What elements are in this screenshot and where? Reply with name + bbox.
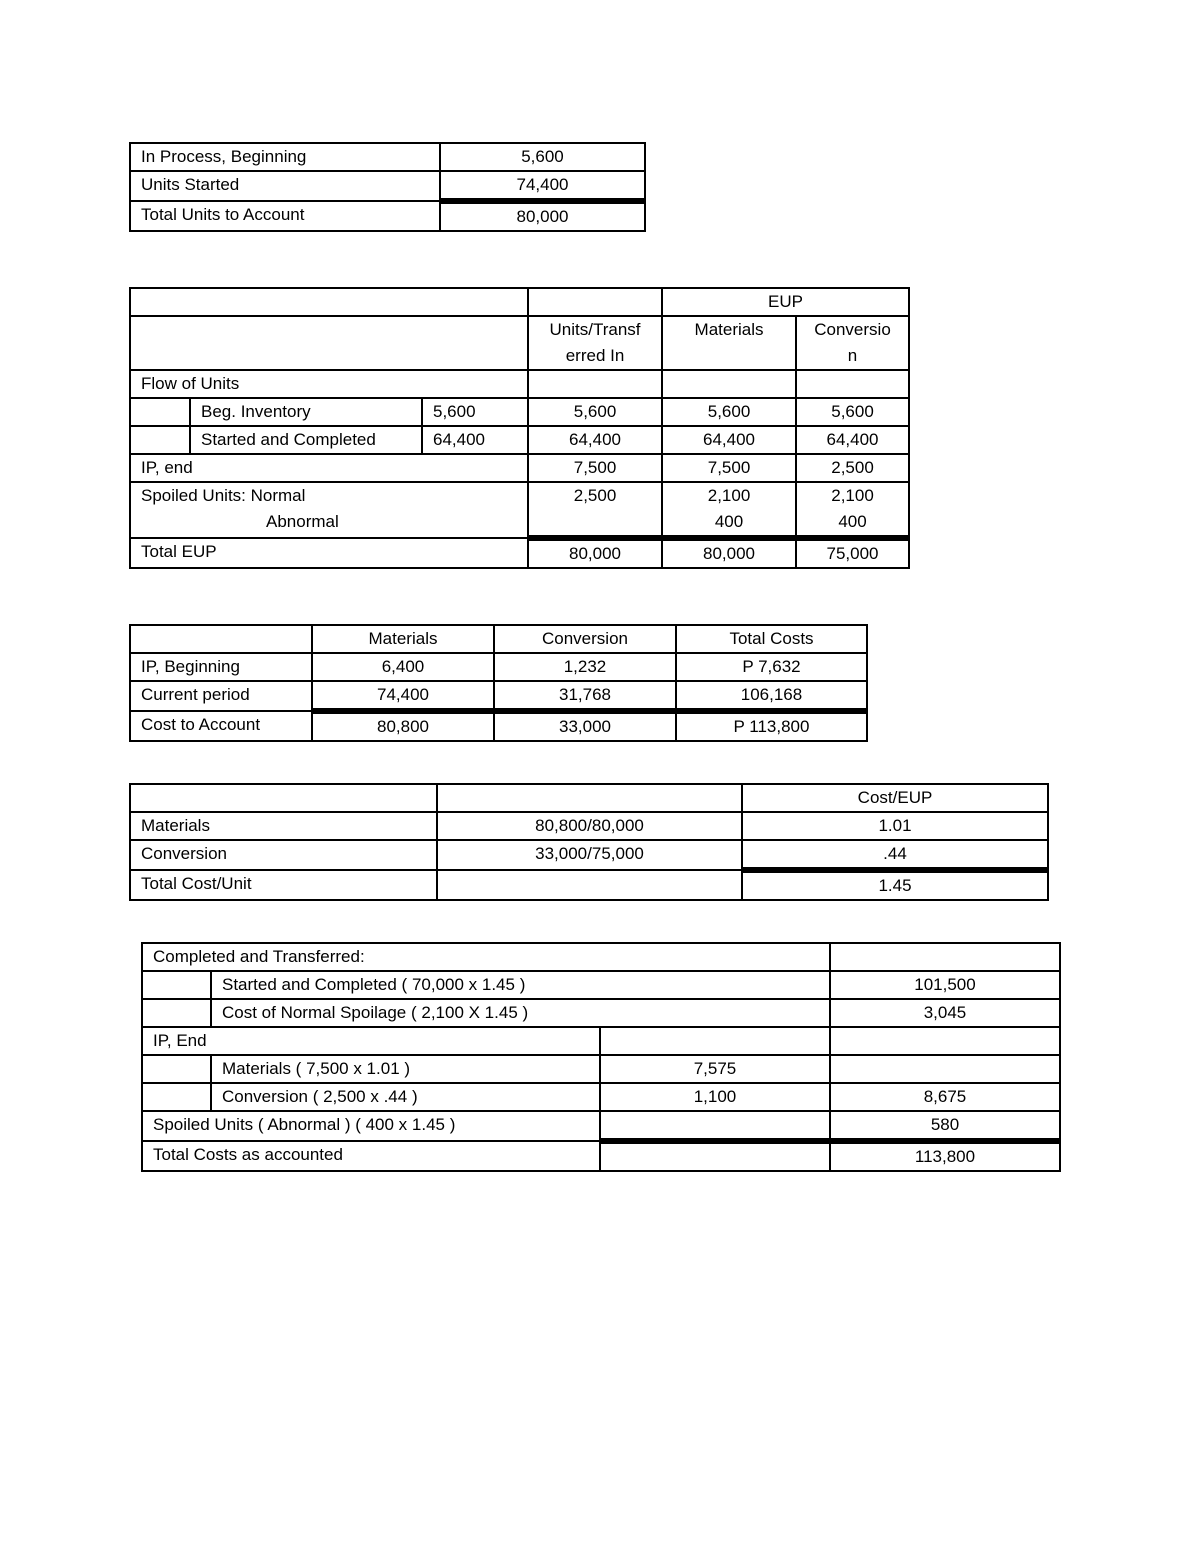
- cell-amount: 7,575: [600, 1055, 830, 1083]
- cell-transferred: 80,000: [528, 538, 662, 568]
- table-row: [130, 681, 867, 711]
- blank-cell: [130, 288, 528, 316]
- blank-cell: [437, 784, 742, 812]
- cell-conversion: 33,000: [494, 711, 676, 741]
- cell-total: 3,045: [830, 999, 1060, 1027]
- indent-cell: [142, 1083, 211, 1111]
- cell-value: 1.01: [742, 812, 1048, 840]
- table-row: [142, 1111, 1060, 1141]
- cell-calc: [437, 870, 742, 900]
- table-row: [130, 288, 909, 316]
- units-to-account-table: [129, 142, 646, 232]
- cell-transferred: 2,500: [528, 482, 662, 538]
- table-row: [142, 1083, 1060, 1111]
- blank-cell: [600, 1111, 830, 1141]
- blank-cell: [528, 288, 662, 316]
- blank-cell: [600, 1141, 830, 1171]
- col-conversion: [796, 316, 909, 370]
- row-label: Started and Completed ( 70,000 x 1.45 ): [211, 971, 830, 999]
- cell-materials: [662, 482, 796, 538]
- cell-transferred: 5,600: [528, 398, 662, 426]
- table-row: [130, 625, 867, 653]
- col-transferred-in: [528, 316, 662, 370]
- row-value: 74,400: [440, 171, 645, 201]
- blank-cell: [130, 625, 312, 653]
- row-units: 5,600: [422, 398, 528, 426]
- cell-total: P 113,800: [676, 711, 867, 741]
- table-row: [130, 653, 867, 681]
- col-cost-per-eup: Cost/EUP: [742, 784, 1048, 812]
- row-label: IP, end: [130, 454, 528, 482]
- row-label: Total EUP: [130, 538, 528, 568]
- blank-cell: [830, 1055, 1060, 1083]
- blank-cell: [830, 943, 1060, 971]
- completed-transferred-label: Completed and Transferred:: [142, 943, 830, 971]
- row-value: 5,600: [440, 143, 645, 171]
- eup-group-header: EUP: [662, 288, 909, 316]
- table-row: [130, 398, 909, 426]
- cell-materials: 80,000: [662, 538, 796, 568]
- cell-calc: 80,800/80,000: [437, 812, 742, 840]
- table-row: [130, 316, 909, 370]
- row-label: Cost of Normal Spoilage ( 2,100 X 1.45 ): [211, 999, 830, 1027]
- blank-cell: [528, 370, 662, 398]
- cell-conversion: 64,400: [796, 426, 909, 454]
- cell-amount: 1,100: [600, 1083, 830, 1111]
- table-row: [142, 971, 1060, 999]
- col-materials: Materials: [312, 625, 494, 653]
- cell-conversion: [796, 482, 909, 538]
- row-label: Total Cost/Unit: [130, 870, 437, 900]
- cell-materials: 74,400: [312, 681, 494, 711]
- row-label: Cost to Account: [130, 711, 312, 741]
- col-total-costs: Total Costs: [676, 625, 867, 653]
- table-row: [130, 370, 909, 398]
- row-label: Materials ( 7,500 x 1.01 ): [211, 1055, 600, 1083]
- row-label: In Process, Beginning: [130, 143, 440, 171]
- row-label: Conversion: [130, 840, 437, 870]
- cell-value: .44: [742, 840, 1048, 870]
- table-row: [142, 1027, 1060, 1055]
- col-materials: Materials: [662, 316, 796, 370]
- abnormal-conversion: 400: [838, 512, 867, 531]
- row-label: Spoiled Units ( Abnormal ) ( 400 x 1.45 ): [142, 1111, 600, 1141]
- cell-transferred: 64,400: [528, 426, 662, 454]
- row-label: IP, Beginning: [130, 653, 312, 681]
- table-row: [130, 426, 909, 454]
- cell-conversion: 2,500: [796, 454, 909, 482]
- flow-of-units-label: Flow of Units: [130, 370, 528, 398]
- indent-cell: [130, 398, 190, 426]
- cell-calc: 33,000/75,000: [437, 840, 742, 870]
- cell-conversion: 31,768: [494, 681, 676, 711]
- costs-accounted-table: [141, 942, 1061, 1172]
- indent-cell: [130, 426, 190, 454]
- indent-cell: [142, 999, 211, 1027]
- table-row: [130, 482, 909, 538]
- blank-cell: [130, 784, 437, 812]
- table-row: [142, 999, 1060, 1027]
- cell-conversion: 5,600: [796, 398, 909, 426]
- table-row: [142, 943, 1060, 971]
- table-row: [130, 454, 909, 482]
- normal-materials: 2,100: [707, 486, 751, 505]
- blank-cell: [130, 316, 528, 370]
- cell-materials: 6,400: [312, 653, 494, 681]
- cost-per-eup-table: [129, 783, 1049, 901]
- abnormal-materials: 400: [714, 512, 744, 531]
- col-header-line: Units/Transf: [549, 320, 641, 339]
- normal-label: Spoiled Units: Normal: [141, 486, 306, 505]
- cell-value: 1.45: [742, 870, 1048, 900]
- row-value: 80,000: [440, 201, 645, 231]
- row-label: Materials: [130, 812, 437, 840]
- col-header-line: Conversio: [814, 320, 891, 339]
- table-row: [130, 711, 867, 741]
- cell-grand-total: 113,800: [830, 1141, 1060, 1171]
- blank-cell: [662, 370, 796, 398]
- cell-total: 106,168: [676, 681, 867, 711]
- normal-conversion: 2,100: [831, 486, 874, 505]
- table-row: [130, 812, 1048, 840]
- table-row: [142, 1141, 1060, 1171]
- table-row: [130, 538, 909, 568]
- row-label: IP, End: [142, 1027, 600, 1055]
- cell-total: 8,675: [830, 1083, 1060, 1111]
- col-header-line: erred In: [565, 346, 625, 365]
- row-label: Started and Completed: [190, 426, 422, 454]
- spoiled-units-label: [130, 482, 528, 538]
- row-label: Units Started: [130, 171, 440, 201]
- table-row: [130, 201, 645, 231]
- eup-table: [129, 287, 910, 569]
- cell-materials: 64,400: [662, 426, 796, 454]
- col-header-line: n: [847, 346, 858, 365]
- table-row: [130, 784, 1048, 812]
- row-label: Beg. Inventory: [190, 398, 422, 426]
- blank-cell: [600, 1027, 830, 1055]
- col-conversion: Conversion: [494, 625, 676, 653]
- row-label: Current period: [130, 681, 312, 711]
- row-label: Total Costs as accounted: [142, 1141, 600, 1171]
- cell-conversion: 1,232: [494, 653, 676, 681]
- cell-conversion: 75,000: [796, 538, 909, 568]
- cell-total: 101,500: [830, 971, 1060, 999]
- cell-materials: 80,800: [312, 711, 494, 741]
- table-row: [130, 143, 645, 171]
- abnormal-label: Abnormal: [266, 512, 339, 531]
- indent-cell: [142, 1055, 211, 1083]
- row-label: Conversion ( 2,500 x .44 ): [211, 1083, 600, 1111]
- cost-to-account-table: [129, 624, 868, 742]
- blank-cell: [796, 370, 909, 398]
- cell-total: P 7,632: [676, 653, 867, 681]
- table-row: [130, 171, 645, 201]
- row-units: 64,400: [422, 426, 528, 454]
- cell-total: 580: [830, 1111, 1060, 1141]
- indent-cell: [142, 971, 211, 999]
- cell-transferred: 7,500: [528, 454, 662, 482]
- table-row: [130, 840, 1048, 870]
- blank-cell: [830, 1027, 1060, 1055]
- cell-materials: 5,600: [662, 398, 796, 426]
- cell-materials: 7,500: [662, 454, 796, 482]
- row-label: Total Units to Account: [130, 201, 440, 231]
- table-row: [142, 1055, 1060, 1083]
- table-row: [130, 870, 1048, 900]
